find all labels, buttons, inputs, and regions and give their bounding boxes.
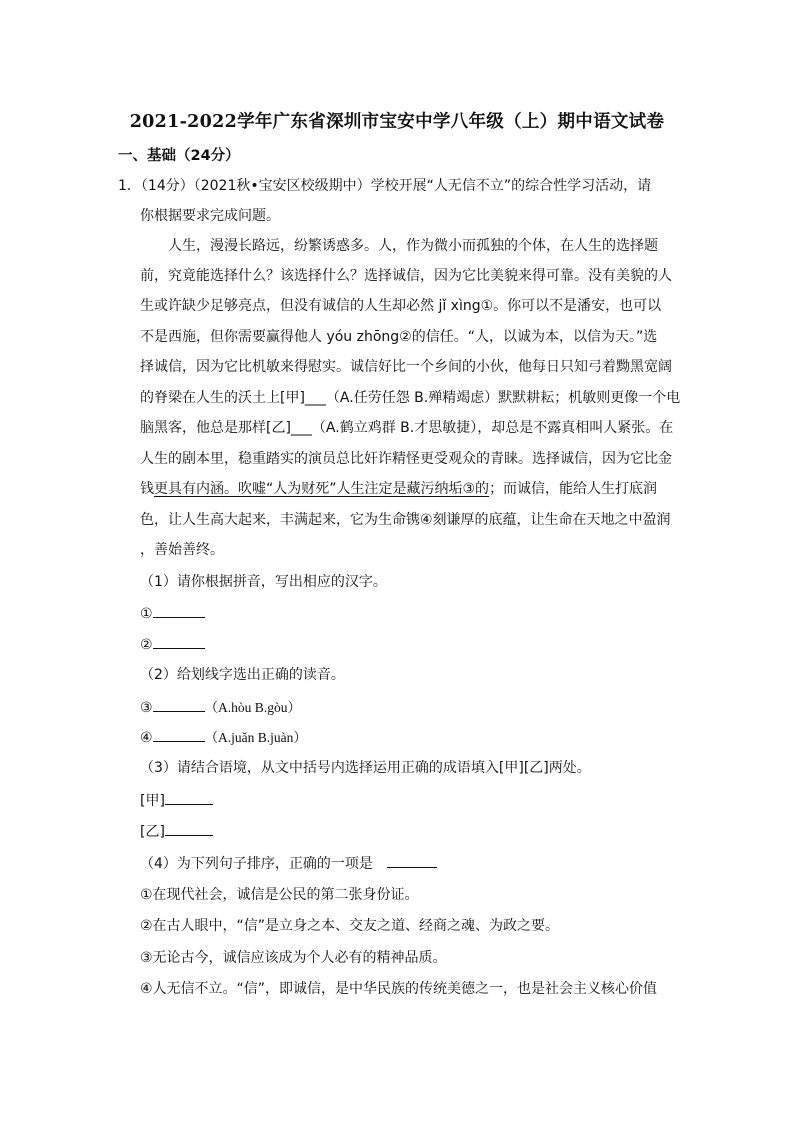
answer-label: [乙] <box>140 824 165 840</box>
answer-blank[interactable] <box>165 790 213 805</box>
reading-options: （A.juǎn B.juàn） <box>204 730 307 745</box>
passage-line: 人生，漫漫长路远，纷繁诱惑多。人，作为微小而孤独的个体，在人生的选择题 <box>140 238 658 254</box>
answer-line-1[interactable] <box>140 603 205 624</box>
question-stem-line-2: 你根据要求完成问题。 <box>140 208 280 224</box>
answer-line-2[interactable] <box>140 634 205 655</box>
answer-label: ④ <box>140 730 153 746</box>
answer-blank[interactable] <box>153 634 205 649</box>
answer-line-yi[interactable] <box>140 821 213 842</box>
answer-line-3[interactable] <box>140 697 301 718</box>
question-stem-line-1: （14分）（2021秋•宝安区校级期中）学校开展“人无信不立”的综合性学习活动，请 <box>140 178 652 194</box>
underlined-text: 更具有内涵。吹嘘“人为财死”人生注定是藏污纳垢③的 <box>154 481 490 497</box>
sentence-3: ③无论古今，诚信应该成为个人必有的精神品质。 <box>140 950 447 966</box>
answer-blank[interactable] <box>165 821 213 836</box>
passage-line: 色，让人生高大起来，丰满起来，它为生命镌④刻谦厚的底蕴，让生命在天地之中盈润 <box>140 512 671 528</box>
passage-text: ；而诚信，能给人生打底润 <box>489 481 658 497</box>
answer-blank[interactable] <box>387 853 437 868</box>
passage-line: 前，究竟能选择什么？该选择什么？选择诚信，因为它比美貌来得可靠。没有美貌的人 <box>140 268 672 284</box>
passage-line <box>140 479 657 499</box>
answer-line-jia[interactable] <box>140 790 213 811</box>
passage-line: 择诚信，因为它比机敏来得慰实。诚信好比一个乡间的小伙，他每日只知弓着黝黑宽阔 <box>140 359 672 375</box>
subquestion-1: （1）请你根据拼音，写出相应的汉字。 <box>140 574 387 590</box>
reading-options: （A.hòu B.gòu） <box>204 700 301 715</box>
question-number: 1． <box>118 178 141 194</box>
answer-blank[interactable] <box>153 697 205 712</box>
passage-line: 生或许缺少足够亮点，但没有诚信的人生却必然 jǐ xìng①。你可以不是潘安，也可以 <box>140 298 662 314</box>
sentence-2: ②在古人眼中，“信”是立身之本、交友之道、经商之魂、为政之要。 <box>140 918 560 934</box>
answer-label: ② <box>140 637 153 653</box>
subquestion-4 <box>140 853 437 874</box>
passage-text: 钱 <box>140 481 154 497</box>
passage-line: 人生的剧本里，稳重踏实的演员总比奸诈精怪更受观众的青睐。选择诚信，因为它比金 <box>140 451 672 467</box>
answer-line-4[interactable] <box>140 727 307 748</box>
sentence-4: ④人无信不立。“信”，即诚信，是中华民族的传统美德之一，也是社会主义核心价值 <box>140 981 658 997</box>
answer-label: ③ <box>140 700 153 716</box>
answer-blank[interactable] <box>153 603 205 618</box>
subquestion-3: （3）请结合语境，从文中括号内选择运用正确的成语填入[甲][乙]两处。 <box>140 760 591 776</box>
subquestion-2: （2）给划线字选出正确的读音。 <box>140 667 345 683</box>
passage-line: 的脊梁在人生的沃土上[甲]___（A.任劳任怨 B.殚精竭虑）默默耕耘；机敏则更像一个电 <box>140 390 681 406</box>
section-heading: 一、基础（24分） <box>118 148 240 164</box>
passage-line: 脑黑客，他总是那样[乙]___（A.鹤立鸡群 B.才思敏捷），却总是不露真相叫人紧张。在 <box>140 420 674 436</box>
answer-label: ① <box>140 606 153 622</box>
exam-title: 2021-2022学年广东省深圳市宝安中学八年级（上）期中语文试卷 <box>129 112 665 132</box>
answer-label: [甲] <box>140 793 165 809</box>
passage-line: ，善始善终。 <box>140 542 224 558</box>
sentence-1: ①在现代社会，诚信是公民的第二张身份证。 <box>140 887 419 903</box>
answer-blank[interactable] <box>153 727 205 742</box>
subquestion-4-text: （4）为下列句子排序，正确的一项是 <box>140 856 373 872</box>
passage-line: 不是西施，但你需要赢得他人 yóu zhōng②的信任。“人，以诚为本，以信为天。”选 <box>140 329 658 345</box>
question-stem <box>118 176 651 196</box>
